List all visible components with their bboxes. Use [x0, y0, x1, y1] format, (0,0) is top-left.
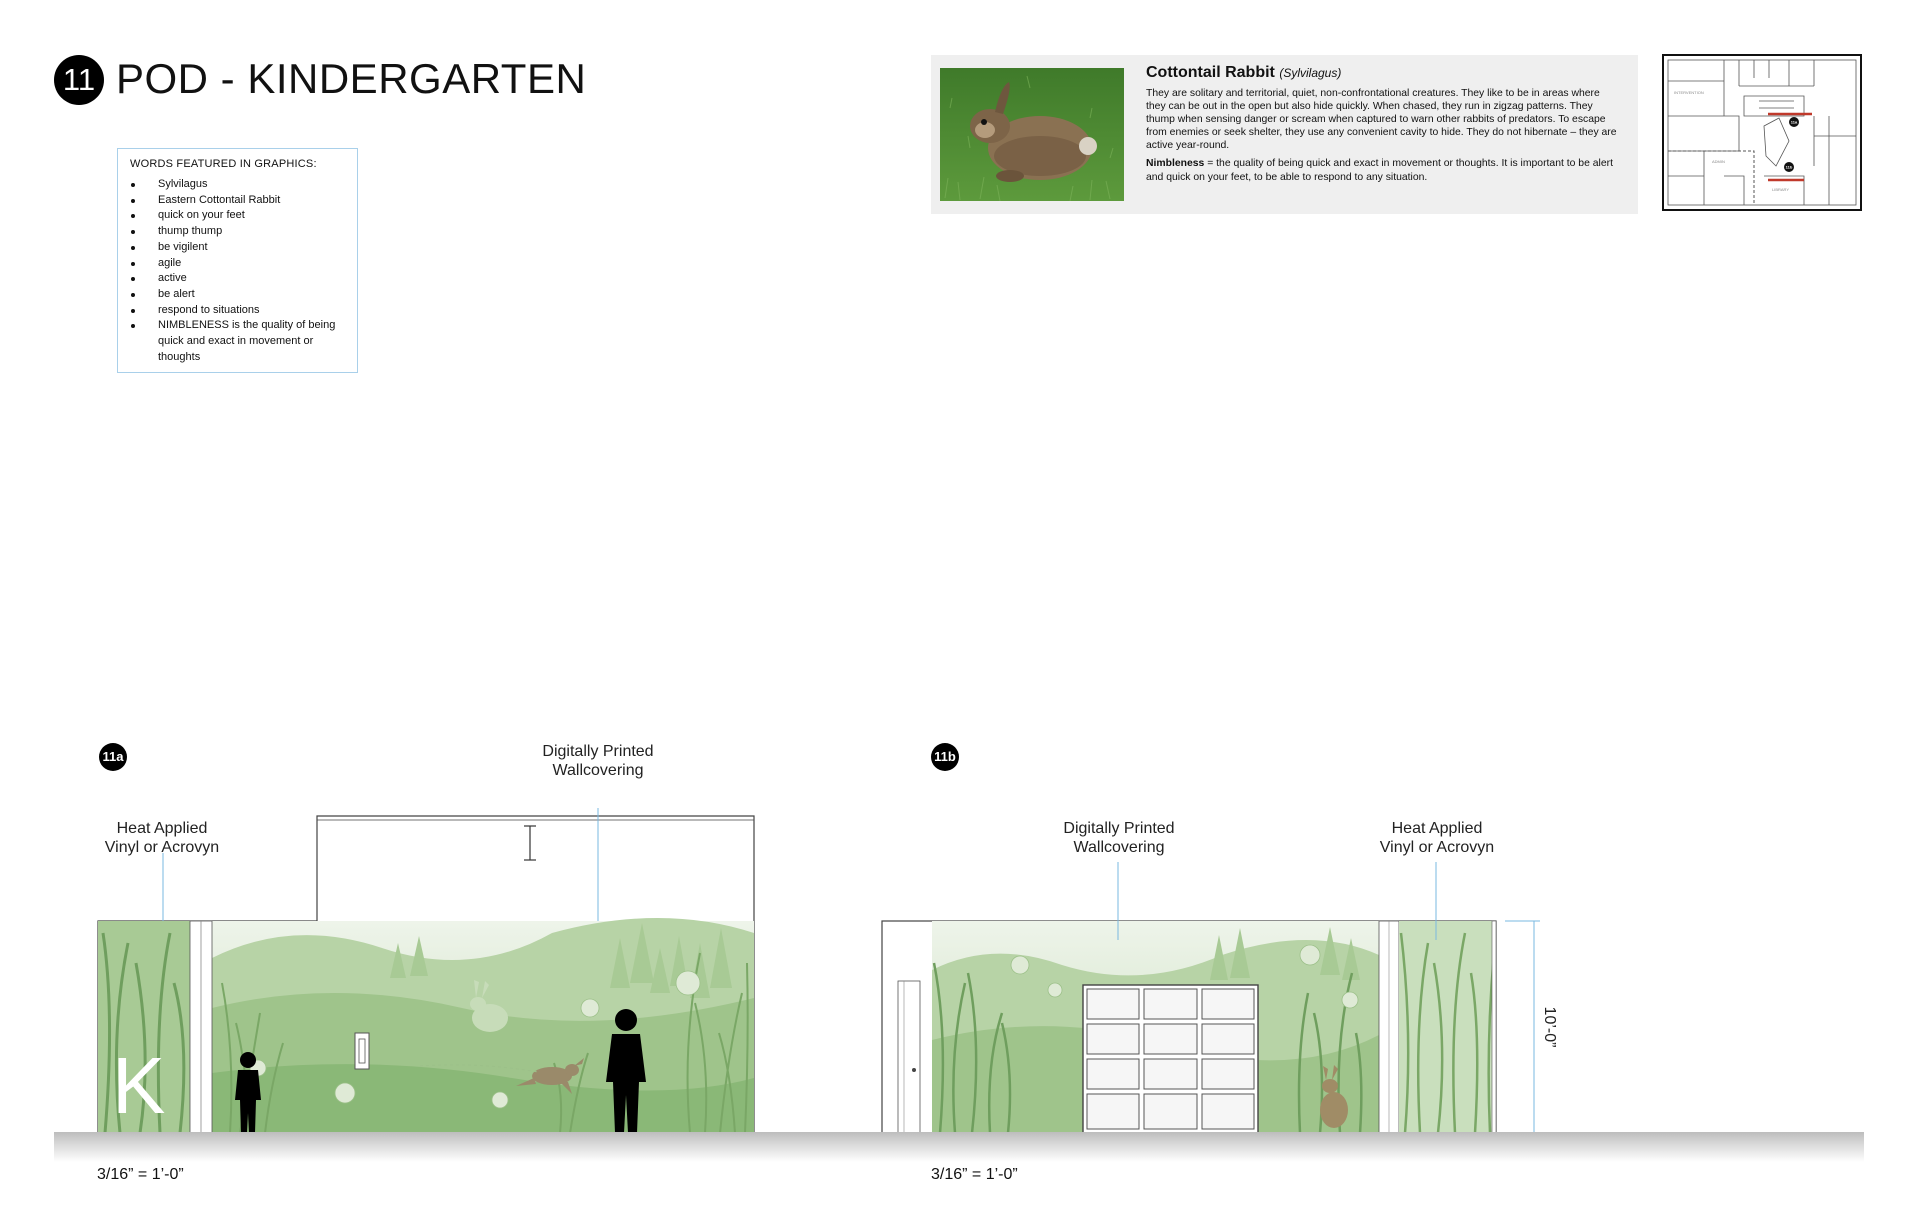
callout-line: Heat Applied	[1391, 820, 1483, 837]
callout-wallcovering-b	[1049, 819, 1189, 857]
elevation-b-drawing	[880, 860, 1570, 1140]
callout-line: Wallcovering	[552, 762, 644, 779]
elevation-b-scale: 3/16” = 1’-0”	[931, 1166, 1018, 1183]
section-number-badge: 11	[54, 55, 104, 105]
list-item: active	[130, 271, 347, 287]
list-item: agile	[130, 256, 347, 272]
callout-line: Digitally Printed	[1063, 820, 1175, 837]
words-list	[130, 177, 347, 365]
callout-line: Vinyl or Acrovyn	[1379, 839, 1495, 856]
callout-line: Digitally Printed	[542, 743, 654, 760]
words-featured-box	[117, 148, 358, 373]
list-item: Eastern Cottontail Rabbit	[130, 193, 347, 209]
list-item: thump thump	[130, 224, 347, 240]
definition	[1146, 157, 1620, 183]
list-item: Sylvilagus	[130, 177, 347, 193]
kindergarten-letter: K	[112, 1041, 166, 1130]
definition-text: = the quality of being quick and exact in movement or thoughts. It is important to be alert and quick on your feet, to be able to respond to any situation.	[1146, 158, 1613, 183]
list-item: be vigilent	[130, 240, 347, 256]
plan-label-library: LIBRARY	[1772, 187, 1790, 192]
elevation-tag-11b: 11b	[931, 743, 959, 771]
species-description: They are solitary and territorial, quiet, non-confrontational creatures. They like to be in areas where they can be out in the open but also hide quickly. When chased, they run in zigzag patterns. They thump when sensing danger or scream when captured to warn other rabbits of predators. To escape from enemies or seek shelter, they use any convenient cavity to hide. They do not hibernate – they are active year-round.	[1146, 88, 1617, 152]
plan-label-admin: ADMIN	[1712, 159, 1725, 164]
elevation-tag-11a: 11a	[99, 743, 127, 771]
dimension-label: 10’-0”	[1541, 1006, 1558, 1048]
floor-plan-key	[1662, 54, 1862, 211]
species-common-name: Cottontail Rabbit	[1146, 64, 1275, 81]
plan-marker-11b: 11b	[1785, 164, 1793, 170]
list-item: respond to situations	[130, 303, 347, 319]
info-card-title	[1146, 64, 1341, 82]
callout-wallcovering-a	[528, 742, 668, 780]
list-item: NIMBLENESS is the quality of being quick and exact in movement or thoughts	[130, 318, 347, 365]
page-title: POD - KINDERGARTEN	[116, 55, 587, 102]
species-scientific-name: (Sylvilagus)	[1279, 66, 1342, 80]
plan-label-intervention: INTERVENTION	[1674, 90, 1704, 95]
elevation-a-drawing	[90, 808, 770, 1138]
callout-line: Vinyl or Acrovyn	[104, 839, 220, 856]
plan-marker-11a: 11a	[1790, 119, 1798, 125]
list-item: quick on your feet	[130, 208, 347, 224]
elevation-a-scale: 3/16” = 1’-0”	[97, 1166, 184, 1183]
list-item: be alert	[130, 287, 347, 303]
callout-heat-applied-b	[1367, 819, 1507, 857]
definition-term: Nimbleness	[1146, 158, 1205, 170]
info-card-body	[1146, 87, 1620, 189]
floor-band	[54, 1132, 1864, 1162]
rabbit-photo	[940, 68, 1124, 201]
callout-line: Heat Applied	[116, 820, 208, 837]
callout-line: Wallcovering	[1073, 839, 1165, 856]
words-heading: WORDS FEATURED IN GRAPHICS:	[130, 158, 317, 170]
